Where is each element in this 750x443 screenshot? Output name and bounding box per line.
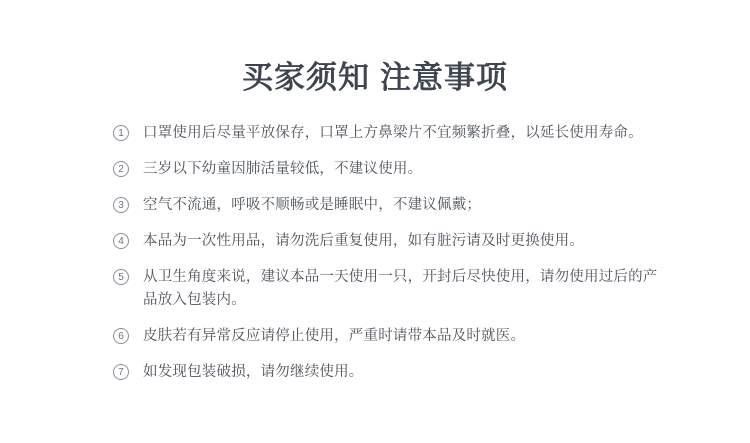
list-item-text: 口罩使用后尽量平放保存，口罩上方鼻梁片不宜频繁折叠，以延长使用寿命。 — [143, 125, 643, 141]
list-item-number: 6 — [113, 328, 129, 344]
list-item — [113, 122, 658, 145]
list-item-text: 空气不流通，呼吸不顺畅或是睡眠中，不建议佩戴； — [143, 197, 482, 213]
list-item-text: 本品为一次性用品，请勿洗后重复使用，如有脏污请及时更换使用。 — [143, 233, 584, 249]
list-item-number: 3 — [113, 197, 129, 213]
list-item — [113, 361, 658, 384]
list-item-text: 皮肤若有异常反应请停止使用，严重时请带本品及时就医。 — [143, 328, 526, 344]
list-item — [113, 194, 658, 217]
list-item-text: 从卫生角度来说，建议本品一天使用一只，开封后尽快使用，请勿使用过后的产品放入包装内。 — [143, 269, 658, 308]
list-item — [113, 230, 658, 253]
list-item — [113, 158, 658, 181]
list-item — [113, 266, 658, 312]
list-item-number: 1 — [113, 125, 129, 141]
list-item-number: 7 — [113, 364, 129, 380]
page-title-sub: 注意事项 — [380, 60, 508, 95]
page-title — [0, 0, 750, 98]
list-item-text: 三岁以下幼童因肺活量较低，不建议使用。 — [143, 161, 423, 177]
notice-list — [113, 122, 658, 397]
list-item-number: 4 — [113, 233, 129, 249]
list-item-number: 2 — [113, 161, 129, 177]
list-item-number: 5 — [113, 269, 129, 285]
list-item — [113, 325, 658, 348]
page-title-main: 买家须知 — [242, 60, 370, 95]
list-item-text: 如发现包装破损，请勿继续使用。 — [143, 364, 364, 380]
